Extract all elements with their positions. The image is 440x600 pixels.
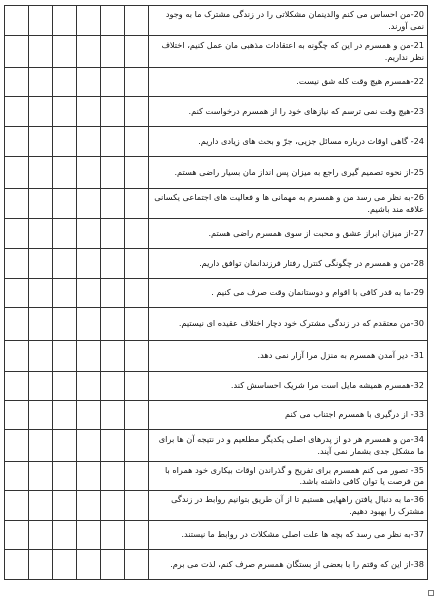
answer-cell[interactable] [77, 249, 101, 279]
question-number: 26 [413, 192, 424, 202]
answer-cell[interactable] [101, 491, 125, 521]
table-row [5, 127, 428, 157]
answer-cell[interactable] [77, 219, 101, 249]
question-cell [149, 372, 428, 401]
answer-cell[interactable] [29, 127, 53, 157]
answer-cell[interactable] [53, 127, 77, 157]
answer-cell[interactable] [125, 521, 149, 550]
question-text: -ما به قدر کافی با اقوام و دوستانمان وقت صرف می کنیم . [211, 287, 414, 298]
question-text: -هیچ وقت نمی ترسم که نیازهای خود را از همسرم درخواست کنم. [188, 105, 414, 116]
question-number: 31 [413, 350, 424, 361]
answer-cell[interactable] [29, 68, 53, 97]
table-row [5, 550, 428, 580]
answer-cell[interactable] [101, 372, 125, 401]
question-text: -به نظر می رسد من و همسرم به مهمانی ها و فعالیت های اجتماعی یکسانی علاقه مند باشیم. [154, 192, 424, 214]
answer-cell[interactable] [29, 521, 53, 550]
answer-cell[interactable] [53, 68, 77, 97]
answer-cell[interactable] [29, 462, 53, 491]
answer-cell[interactable] [101, 6, 125, 36]
corner-mark [428, 590, 434, 596]
questionnaire-rows [5, 6, 428, 580]
table-row [5, 308, 428, 341]
table-row [5, 521, 428, 550]
question-number: 34 [413, 434, 424, 444]
table-row [5, 341, 428, 372]
answer-cell[interactable] [29, 6, 53, 36]
question-cell [149, 430, 428, 462]
answer-cell[interactable] [101, 189, 125, 219]
table-row [5, 430, 428, 462]
answer-cell[interactable] [53, 372, 77, 401]
answer-cell[interactable] [5, 219, 29, 249]
answer-cell[interactable] [53, 341, 77, 372]
answer-cell[interactable] [101, 36, 125, 68]
table-row [5, 491, 428, 521]
answer-cell[interactable] [125, 308, 149, 341]
table-row [5, 6, 428, 36]
question-cell [149, 219, 428, 249]
answer-cell[interactable] [5, 157, 29, 189]
question-cell [149, 491, 428, 521]
answer-cell[interactable] [53, 219, 77, 249]
answer-cell[interactable] [101, 550, 125, 580]
answer-cell[interactable] [101, 341, 125, 372]
answer-cell[interactable] [77, 68, 101, 97]
table-row [5, 279, 428, 308]
answer-cell[interactable] [77, 308, 101, 341]
answer-cell[interactable] [77, 341, 101, 372]
answer-cell[interactable] [125, 372, 149, 401]
question-cell [149, 341, 428, 372]
question-cell [149, 521, 428, 550]
answer-cell[interactable] [5, 97, 29, 127]
answer-cell[interactable] [77, 6, 101, 36]
answer-cell[interactable] [29, 341, 53, 372]
answer-cell[interactable] [101, 219, 125, 249]
answer-cell[interactable] [5, 521, 29, 550]
question-number: 28 [413, 257, 424, 268]
answer-cell[interactable] [101, 157, 125, 189]
question-number: 33 [413, 409, 424, 420]
answer-cell[interactable] [77, 430, 101, 462]
answer-cell[interactable] [53, 462, 77, 491]
answer-cell[interactable] [53, 97, 77, 127]
answer-cell[interactable] [101, 97, 125, 127]
answer-cell[interactable] [53, 491, 77, 521]
answer-cell[interactable] [77, 189, 101, 219]
answer-cell[interactable] [29, 36, 53, 68]
answer-cell[interactable] [29, 219, 53, 249]
answer-cell[interactable] [53, 308, 77, 341]
answer-cell[interactable] [53, 189, 77, 219]
answer-cell[interactable] [125, 219, 149, 249]
question-number: 38 [413, 558, 424, 569]
question-text: - از درگیری با همسرم اجتناب می کنم [285, 409, 414, 420]
question-text: -همسرم هیچ وقت کله شق نیست. [296, 76, 414, 87]
answer-cell[interactable] [125, 462, 149, 491]
answer-cell[interactable] [5, 491, 29, 521]
table-row [5, 68, 428, 97]
answer-cell[interactable] [5, 372, 29, 401]
answer-cell[interactable] [125, 341, 149, 372]
answer-cell[interactable] [5, 341, 29, 372]
question-number: 35 [413, 464, 424, 475]
question-number: 37 [413, 529, 424, 540]
question-number: 21 [413, 40, 424, 50]
question-text: -همسرم همیشه مایل است مرا شریک احساسش کند. [230, 380, 414, 391]
answer-cell[interactable] [125, 97, 149, 127]
question-cell [149, 6, 428, 36]
answer-cell[interactable] [53, 157, 77, 189]
answer-cell[interactable] [101, 308, 125, 341]
answer-cell[interactable] [5, 36, 29, 68]
question-number: 24 [413, 135, 424, 146]
answer-cell[interactable] [29, 157, 53, 189]
answer-cell[interactable] [29, 308, 53, 341]
answer-cell[interactable] [77, 372, 101, 401]
answer-cell[interactable] [5, 462, 29, 491]
question-cell [149, 462, 428, 491]
question-cell [149, 308, 428, 341]
answer-cell[interactable] [29, 491, 53, 521]
table-row [5, 249, 428, 279]
question-number: 20 [413, 9, 424, 19]
answer-cell[interactable] [101, 249, 125, 279]
answer-cell[interactable] [101, 127, 125, 157]
answer-cell[interactable] [77, 491, 101, 521]
answer-cell[interactable] [53, 521, 77, 550]
answer-cell[interactable] [5, 6, 29, 36]
question-cell [149, 97, 428, 127]
answer-cell[interactable] [29, 430, 53, 462]
table-row [5, 372, 428, 401]
answer-cell[interactable] [125, 36, 149, 68]
table-row [5, 189, 428, 219]
answer-cell[interactable] [53, 6, 77, 36]
answer-cell[interactable] [53, 550, 77, 580]
answer-cell[interactable] [53, 249, 77, 279]
answer-cell[interactable] [125, 68, 149, 97]
question-text: -از این که وقتم را با بعضی از بستگان همسرم صرف کنم، لذت می برم. [170, 558, 414, 569]
answer-cell[interactable] [125, 401, 149, 430]
question-number: 29 [413, 287, 424, 298]
question-text: -من و همسرم در چگونگی کنترل رفتار فرزندانمان توافق داریم. [199, 257, 414, 268]
question-cell [149, 127, 428, 157]
answer-cell[interactable] [29, 189, 53, 219]
answer-cell[interactable] [77, 462, 101, 491]
answer-cell[interactable] [125, 127, 149, 157]
answer-cell[interactable] [125, 6, 149, 36]
question-number: 36 [413, 494, 424, 504]
answer-cell[interactable] [5, 401, 29, 430]
answer-cell[interactable] [125, 157, 149, 189]
answer-cell[interactable] [29, 372, 53, 401]
answer-cell[interactable] [5, 68, 29, 97]
question-cell [149, 550, 428, 580]
question-text: -من و همسرم در این که چگونه به اعتقادات مذهبی مان عمل کنیم، اختلاف نظر نداریم. [161, 40, 424, 62]
question-text: -از نحوه تصمیم گیری راجع به میزان پس انداز مان بسیار راضی هستم. [174, 166, 414, 177]
answer-cell[interactable] [5, 550, 29, 580]
question-text: -به نظر می رسد که بچه ها علت اصلی مشکلات در روابط ما نیستند. [181, 529, 414, 540]
question-text: -من و همسرم هر دو از پدرهای اصلی یکدیگر مطلعیم و در نتیجه آن ها برای ما مشکل جدی بشمار نمی آیند. [158, 434, 424, 456]
answer-cell[interactable] [101, 430, 125, 462]
question-cell [149, 279, 428, 308]
table-row [5, 97, 428, 127]
question-text: - تصور می کنم همسرم برای تفریح و گذراندن اوقات بیکاری خود همراه با من فرصت یا توان کافی داشته باشد. [164, 464, 424, 486]
answer-cell[interactable] [101, 401, 125, 430]
questionnaire-table [4, 5, 428, 580]
answer-cell[interactable] [5, 279, 29, 308]
answer-cell[interactable] [77, 550, 101, 580]
answer-cell[interactable] [53, 36, 77, 68]
question-text: -من معتقدم که در زندگی مشترک خود دچار اختلاف عقیده ای نیستیم. [178, 318, 414, 329]
question-number: 30 [413, 318, 424, 329]
answer-cell[interactable] [101, 521, 125, 550]
table-row [5, 157, 428, 189]
answer-cell[interactable] [53, 430, 77, 462]
answer-cell[interactable] [29, 550, 53, 580]
answer-cell[interactable] [125, 550, 149, 580]
question-text: - گاهی اوقات درباره مسائل جزیی، جرّ و بحث های زیادی داریم. [198, 135, 414, 146]
answer-cell[interactable] [29, 97, 53, 127]
answer-cell[interactable] [125, 249, 149, 279]
answer-cell[interactable] [101, 462, 125, 491]
table-row [5, 401, 428, 430]
question-cell [149, 68, 428, 97]
answer-cell[interactable] [5, 127, 29, 157]
answer-cell[interactable] [101, 68, 125, 97]
answer-cell[interactable] [53, 401, 77, 430]
question-number: 27 [413, 227, 424, 238]
question-cell [149, 189, 428, 219]
table-row [5, 36, 428, 68]
answer-cell[interactable] [101, 279, 125, 308]
answer-cell[interactable] [77, 157, 101, 189]
answer-cell[interactable] [53, 279, 77, 308]
question-number: 23 [413, 105, 424, 116]
question-text: -از میزان ابراز عشق و محبت از سوی همسرم راضی هستم. [208, 227, 414, 238]
answer-cell[interactable] [5, 189, 29, 219]
question-text: - دیر آمدن همسرم به منزل مرا آزار نمی دهد. [257, 350, 414, 361]
answer-cell[interactable] [5, 308, 29, 341]
answer-cell[interactable] [77, 36, 101, 68]
answer-cell[interactable] [125, 279, 149, 308]
question-number: 25 [413, 166, 424, 177]
answer-cell[interactable] [29, 249, 53, 279]
question-cell [149, 249, 428, 279]
answer-cell[interactable] [5, 249, 29, 279]
table-row [5, 219, 428, 249]
answer-cell[interactable] [77, 279, 101, 308]
question-number: 22 [413, 76, 424, 87]
question-text: -ما به دنبال یافتن راههایی هستیم تا از آن طریق بتوانیم روابط در زندگی مشترک را بهبود دهیم. [171, 494, 424, 516]
question-cell [149, 36, 428, 68]
answer-cell[interactable] [77, 127, 101, 157]
question-cell [149, 157, 428, 189]
answer-cell[interactable] [5, 430, 29, 462]
answer-cell[interactable] [77, 521, 101, 550]
answer-cell[interactable] [125, 189, 149, 219]
answer-cell[interactable] [125, 430, 149, 462]
answer-cell[interactable] [77, 401, 101, 430]
question-number: 32 [413, 380, 424, 391]
answer-cell[interactable] [29, 279, 53, 308]
question-cell [149, 401, 428, 430]
question-text: -من احساس می کنم والدینمان مشکلاتی را در زندگی مشترک ما به وجود نمی آورند. [165, 9, 424, 31]
answer-cell[interactable] [77, 97, 101, 127]
answer-cell[interactable] [125, 491, 149, 521]
table-row [5, 462, 428, 491]
answer-cell[interactable] [29, 401, 53, 430]
